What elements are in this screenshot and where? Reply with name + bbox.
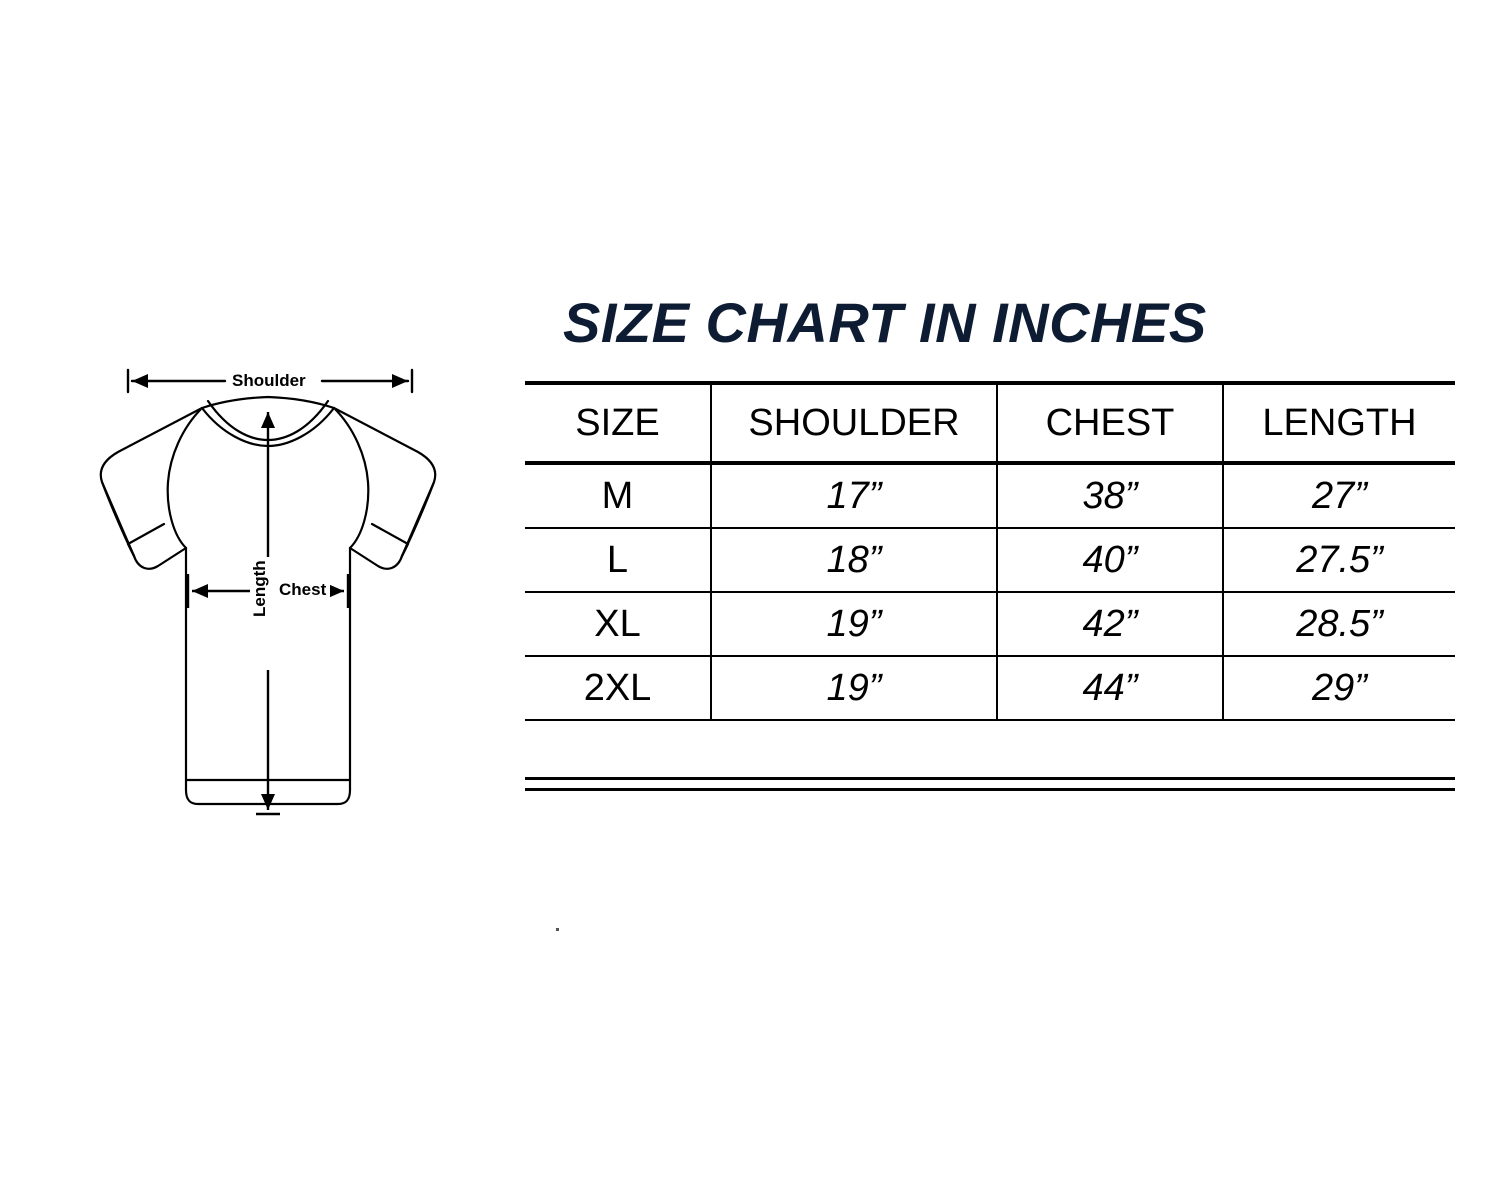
column-header-size: SIZE bbox=[525, 383, 711, 463]
table-bottom-rule-1 bbox=[525, 777, 1455, 780]
cell-shoulder: 18” bbox=[711, 528, 997, 592]
shoulder-dimension-label: Shoulder bbox=[228, 371, 310, 391]
cell-chest: 38” bbox=[997, 463, 1223, 528]
t-shirt-measurement-figure bbox=[50, 360, 500, 840]
cell-shoulder: 19” bbox=[711, 592, 997, 656]
cell-size: XL bbox=[525, 592, 711, 656]
cell-shoulder: 17” bbox=[711, 463, 997, 528]
stray-mark bbox=[556, 928, 559, 931]
chart-title: SIZE CHART IN INCHES bbox=[563, 291, 1207, 354]
table-header-row bbox=[525, 383, 1455, 463]
table-bottom-rule-2 bbox=[525, 788, 1455, 791]
cell-length: 28.5” bbox=[1223, 592, 1455, 656]
column-header-length: LENGTH bbox=[1223, 383, 1455, 463]
column-header-chest: CHEST bbox=[997, 383, 1223, 463]
t-shirt-illustration bbox=[50, 360, 500, 840]
column-header-shoulder: SHOULDER bbox=[711, 383, 997, 463]
cell-length: 27.5” bbox=[1223, 528, 1455, 592]
chest-dimension-label: Chest bbox=[275, 580, 330, 600]
table-body bbox=[525, 463, 1455, 720]
table-header bbox=[525, 383, 1455, 463]
cell-length: 27” bbox=[1223, 463, 1455, 528]
length-dimension-label: Length bbox=[250, 557, 270, 620]
size-chart-panel bbox=[525, 290, 1455, 791]
cell-chest: 42” bbox=[997, 592, 1223, 656]
cell-chest: 40” bbox=[997, 528, 1223, 592]
cell-chest: 44” bbox=[997, 656, 1223, 720]
table-row bbox=[525, 463, 1455, 528]
cell-size: M bbox=[525, 463, 711, 528]
table-row bbox=[525, 528, 1455, 592]
table-row bbox=[525, 592, 1455, 656]
cell-length: 29” bbox=[1223, 656, 1455, 720]
cell-size: 2XL bbox=[525, 656, 711, 720]
size-chart-table bbox=[525, 381, 1455, 721]
table-row bbox=[525, 656, 1455, 720]
cell-size: L bbox=[525, 528, 711, 592]
cell-shoulder: 19” bbox=[711, 656, 997, 720]
